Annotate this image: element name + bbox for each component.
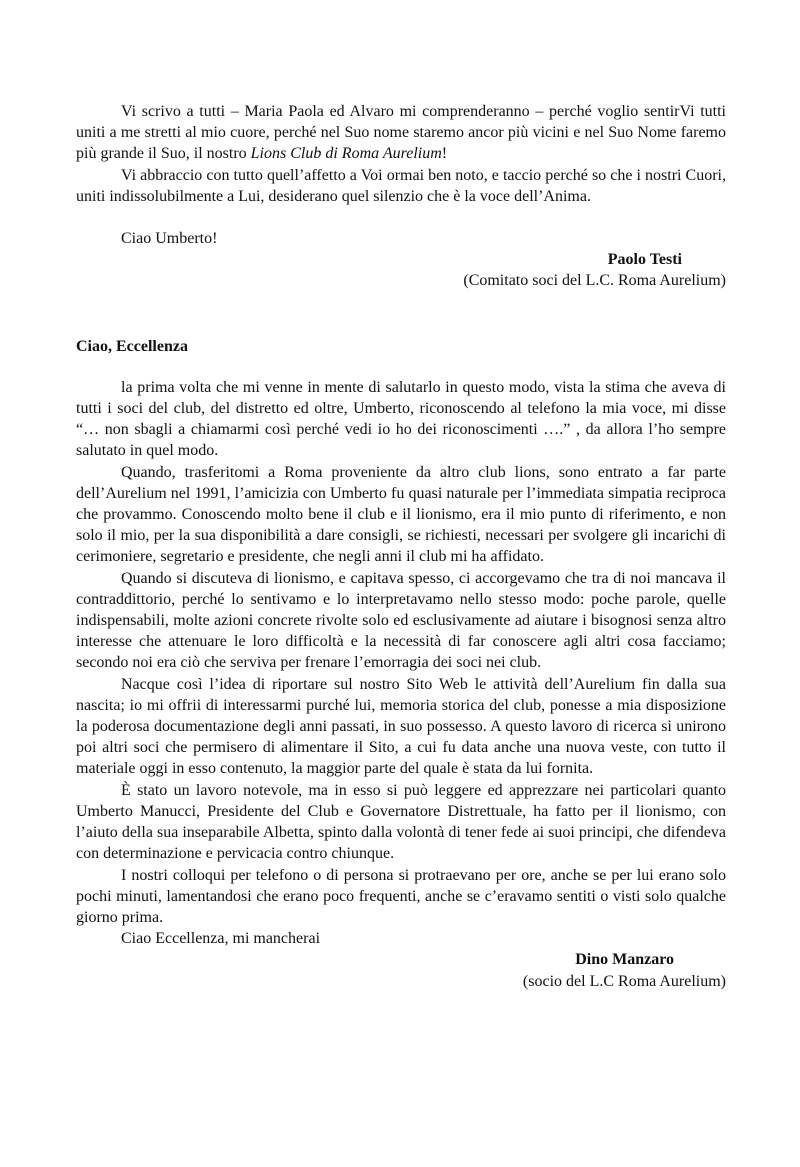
paragraph: È stato un lavoro notevole, ma in esso si può leggere ed apprezzare nei particolari quanto Umberto Manucci, Presidente del Club e Governatore Distrettuale, ha fatto per il lionismo, con l’aiuto della sua inseparabile Albetta, spinto dalla volontà di tener fede ai suoi principi, che difendeva con determinazione e pervicacia contro chiunque.	[76, 781, 726, 863]
letter-dino-manzaro	[76, 336, 726, 992]
closing-line: Ciao Eccellenza, mi mancherai	[121, 930, 321, 948]
signature-role: (Comitato soci del L.C. Roma Aurelium)	[463, 272, 726, 290]
letter-paolo-testi	[76, 101, 726, 292]
signature-name: Paolo Testi	[607, 251, 682, 269]
paragraph-text: Vi scrivo a tutti – Maria Paola ed Alvaro mi comprenderanno – perché voglio sentirVi tutti uniti a me stretti al mio cuore, perché nel Suo nome staremo ancor più vicini e nel Suo Nome faremo più grande il Suo, il nostro	[76, 103, 726, 163]
signature-role: (socio del L.C Roma Aurelium)	[522, 972, 726, 990]
paragraph: I nostri colloqui per telefono o di persona si protraevano per ore, anche se per lui erano solo pochi minuti, lamentandosi che erano poco frequenti, anche se c’eravamo sentiti o visti solo qualche giorno prima.	[76, 866, 726, 926]
paragraph: Vi abbraccio con tutto quell’affetto a Voi ormai ben noto, e taccio perché so che i nostri Cuori, uniti indissolubilmente a Lui, desiderano quel silenzio che è la voce dell’Anima.	[76, 166, 726, 205]
paragraph: la prima volta che mi venne in mente di salutarlo in questo modo, vista la stima che aveva di tutti i soci del club, del distretto ed oltre, Umberto, riconoscendo al telefono la mia voce, mi disse “… non sbagli a chiamarmi così perché vedi io ho dei riconoscimenti ….” , da allora l’ho sempre salutato in quel modo.	[76, 378, 726, 460]
signature-name: Dino Manzaro	[575, 951, 674, 969]
letter-body	[76, 101, 726, 992]
letter-heading: Ciao, Eccellenza	[76, 337, 188, 355]
paragraph: Nacque così l’idea di riportare sul nostro Sito Web le attività dell’Aurelium fin dalla sua nascita; io mi offrii di interessarmi purché lui, memoria storica del club, ponesse a mia disposizione la poderosa documentazione degli anni passati, in suo possesso. A questo lavoro di ricerca si unirono poi altri soci che permisero di alimentare il Sito, a cui fu data anche una nuova veste, con tutto il materiale oggi in esso contenuto, la maggior parte del quale è stata da lui fornita.	[76, 675, 726, 778]
paragraph: Quando si discuteva di lionismo, e capitava spesso, ci accorgevamo che tra di noi mancava il contraddittorio, perché lo sentivamo e lo interpretavamo nello stesso modo: poche parole, quelle indispensabili, molte azioni concrete rivolte solo ed esclusivamente ad aiutare i bisognosi senza altro interesse che attenuare le loro difficoltà e la necessità di far conoscere agli altri cosa facciamo; secondo noi era ciò che serviva per frenare l’emorragia dei soci nei club.	[76, 569, 726, 672]
club-name: Lions Club di Roma Aurelium	[250, 145, 442, 163]
paragraph	[76, 101, 726, 165]
paragraph: Quando, trasferitomi a Roma proveniente da altro club lions, sono entrato a far parte dell’Aurelium nel 1991, l’amicizia con Umberto fu quasi naturale per l’immediata simpatia reciproca che provammo. Conoscendo molto bene il club e il lionismo, era il mio punto di riferimento, e non solo il mio, per la sua disponibilità a dare consigli, se richiesti, necessari per svolgere gli incarichi di cerimoniere, segretario e presidente, che negli anni il club mi ha affidato.	[76, 463, 726, 566]
paragraph-text: !	[441, 145, 448, 163]
closing-line: Ciao Umberto!	[121, 230, 218, 248]
